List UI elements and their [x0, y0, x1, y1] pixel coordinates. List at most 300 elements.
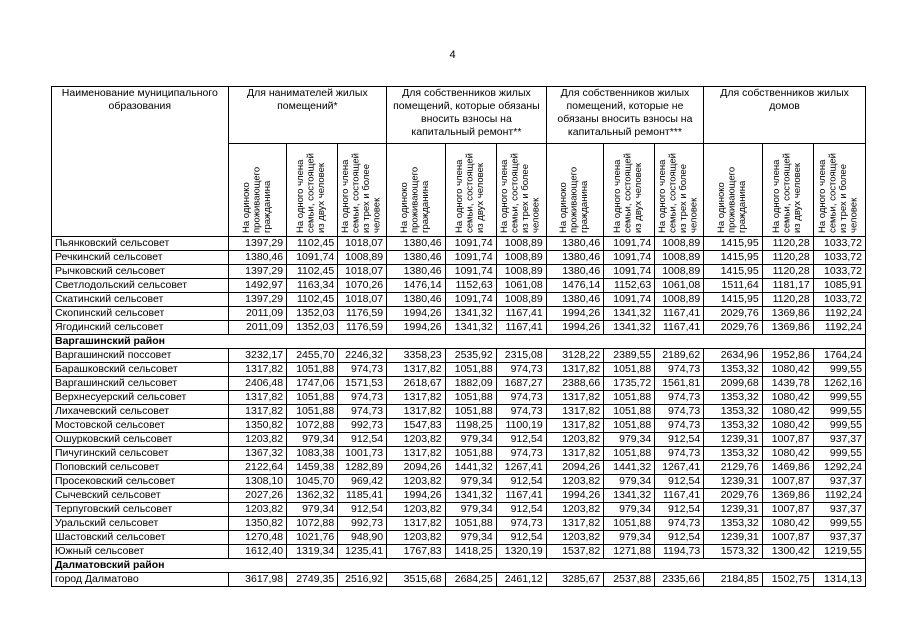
table-row — [52, 279, 866, 293]
value-cell: 2535,92 — [445, 349, 496, 363]
municipality-name: Ошурковский сельсовет — [52, 433, 229, 447]
value-cell: 1120,28 — [762, 293, 813, 307]
value-cell: 979,34 — [604, 531, 655, 545]
value-cell: 1317,82 — [546, 447, 603, 461]
value-cell: 1271,88 — [604, 545, 655, 559]
value-cell: 1008,89 — [655, 251, 704, 265]
value-cell: 1080,42 — [762, 391, 813, 405]
sub-header-single: На одиноко проживающего гражданина — [546, 144, 603, 237]
value-cell: 1033,72 — [813, 293, 865, 307]
table-row — [52, 321, 866, 335]
value-cell: 1362,32 — [287, 489, 338, 503]
value-cell: 1317,82 — [387, 405, 446, 419]
value-cell: 3128,22 — [546, 349, 603, 363]
value-cell: 1051,88 — [604, 391, 655, 405]
value-cell: 1547,83 — [387, 419, 446, 433]
value-cell: 1317,82 — [387, 391, 446, 405]
value-cell: 1072,88 — [287, 517, 338, 531]
value-cell: 1380,46 — [387, 251, 446, 265]
municipality-name: Лихачевский сельсовет — [52, 405, 229, 419]
table-row — [52, 293, 866, 307]
municipality-name: Варгашинский поссовет — [52, 349, 229, 363]
value-cell: 1033,72 — [813, 251, 865, 265]
value-cell: 937,37 — [813, 503, 865, 517]
value-cell: 974,73 — [655, 363, 704, 377]
value-cell: 1764,24 — [813, 349, 865, 363]
value-cell: 1994,26 — [387, 321, 446, 335]
group-header-owners-obliged: Для собственников жилых помещений, которые обязаны вносить взносы на капитальный ремонт** — [387, 87, 547, 144]
value-cell: 1080,42 — [762, 517, 813, 531]
value-cell: 974,73 — [655, 405, 704, 419]
value-cell: 1051,88 — [287, 391, 338, 405]
value-cell: 1102,45 — [287, 293, 338, 307]
value-cell: 979,34 — [604, 503, 655, 517]
value-cell: 979,34 — [445, 433, 496, 447]
municipality-name: Скопинский сельсовет — [52, 307, 229, 321]
value-cell: 1239,31 — [704, 475, 763, 489]
sub-header-single: На одиноко проживающего гражданина — [704, 144, 763, 237]
value-cell: 1239,31 — [704, 531, 763, 545]
value-cell: 1051,88 — [604, 405, 655, 419]
municipality-name: Скатинский сельсовет — [52, 293, 229, 307]
value-cell: 1018,07 — [338, 293, 387, 307]
value-cell: 2455,70 — [287, 349, 338, 363]
value-cell: 1051,88 — [604, 447, 655, 461]
value-cell: 1198,25 — [445, 419, 496, 433]
sub-header-single: На одиноко проживающего гражданина — [228, 144, 287, 237]
value-cell: 1317,82 — [228, 363, 287, 377]
value-cell: 2099,68 — [704, 377, 763, 391]
value-cell: 1051,88 — [445, 447, 496, 461]
value-cell: 912,54 — [655, 503, 704, 517]
value-cell: 1021,76 — [287, 531, 338, 545]
value-cell: 1167,41 — [496, 489, 546, 503]
value-cell: 912,54 — [338, 503, 387, 517]
value-cell: 1102,45 — [287, 265, 338, 279]
value-cell: 999,55 — [813, 419, 865, 433]
value-cell: 1167,41 — [655, 307, 704, 321]
value-cell: 1952,86 — [762, 349, 813, 363]
value-cell: 1380,46 — [387, 237, 446, 251]
value-cell: 1061,08 — [655, 279, 704, 293]
value-cell: 1380,46 — [228, 251, 287, 265]
value-cell: 937,37 — [813, 433, 865, 447]
value-cell: 1317,82 — [546, 391, 603, 405]
district-name: Далматовский район — [52, 559, 866, 573]
value-cell: 1380,46 — [387, 265, 446, 279]
value-cell: 1091,74 — [604, 237, 655, 251]
value-cell: 974,73 — [338, 391, 387, 405]
value-cell: 2029,76 — [704, 307, 763, 321]
value-cell: 1353,32 — [704, 517, 763, 531]
value-cell: 1492,97 — [228, 279, 287, 293]
value-cell: 1994,26 — [546, 307, 603, 321]
value-cell: 1008,89 — [496, 237, 546, 251]
value-cell: 1353,32 — [704, 447, 763, 461]
value-cell: 1203,82 — [387, 503, 446, 517]
value-cell: 1994,26 — [387, 307, 446, 321]
value-cell: 1262,16 — [813, 377, 865, 391]
value-cell: 1167,41 — [496, 307, 546, 321]
municipality-name: Пьянковский сельсовет — [52, 237, 229, 251]
value-cell: 1185,41 — [338, 489, 387, 503]
value-cell: 1317,82 — [228, 391, 287, 405]
value-cell: 1317,82 — [546, 363, 603, 377]
value-cell: 1051,88 — [445, 391, 496, 405]
value-cell: 974,73 — [496, 517, 546, 531]
value-cell: 937,37 — [813, 531, 865, 545]
table-row — [52, 377, 866, 391]
value-cell: 1120,28 — [762, 265, 813, 279]
value-cell: 979,34 — [604, 475, 655, 489]
value-cell: 1008,89 — [496, 251, 546, 265]
value-cell: 912,54 — [496, 475, 546, 489]
value-cell: 1085,91 — [813, 279, 865, 293]
header-group-row — [52, 87, 866, 144]
value-cell: 2537,88 — [604, 573, 655, 587]
value-cell: 1369,86 — [762, 321, 813, 335]
value-cell: 2406,48 — [228, 377, 287, 391]
value-cell: 2246,32 — [338, 349, 387, 363]
value-cell: 1282,89 — [338, 461, 387, 475]
value-cell: 1235,41 — [338, 545, 387, 559]
value-cell: 1072,88 — [287, 419, 338, 433]
value-cell: 1380,46 — [387, 293, 446, 307]
value-cell: 1352,03 — [287, 307, 338, 321]
value-cell: 1001,73 — [338, 447, 387, 461]
value-cell: 3232,17 — [228, 349, 287, 363]
value-cell: 999,55 — [813, 363, 865, 377]
value-cell: 974,73 — [338, 363, 387, 377]
value-cell: 979,34 — [445, 503, 496, 517]
value-cell: 1397,29 — [228, 237, 287, 251]
value-cell: 1341,32 — [604, 307, 655, 321]
value-cell: 2684,25 — [445, 573, 496, 587]
municipality-name: Речкинский сельсовет — [52, 251, 229, 265]
value-cell: 1502,75 — [762, 573, 813, 587]
value-cell: 1380,46 — [546, 237, 603, 251]
value-cell: 999,55 — [813, 447, 865, 461]
value-cell: 1469,86 — [762, 461, 813, 475]
district-row — [52, 335, 866, 349]
table-row — [52, 461, 866, 475]
municipality-name: Барашковский сельсовет — [52, 363, 229, 377]
value-cell: 2011,09 — [228, 307, 287, 321]
sub-header-two: На одного члена семьи, состоящей из двух человек — [287, 144, 338, 237]
value-cell: 974,73 — [496, 391, 546, 405]
value-cell: 1152,63 — [445, 279, 496, 293]
value-cell: 974,73 — [655, 391, 704, 405]
value-cell: 974,73 — [496, 405, 546, 419]
table-row — [52, 251, 866, 265]
value-cell: 1091,74 — [604, 265, 655, 279]
value-cell: 1476,14 — [387, 279, 446, 293]
municipality-name: Мостовской сельсовет — [52, 419, 229, 433]
group-header-owners-not-obliged: Для собственников жилых помещений, которые не обязаны вносить взносы на капитальный ремонт*** — [546, 87, 703, 144]
value-cell: 1397,29 — [228, 293, 287, 307]
value-cell: 1163,34 — [287, 279, 338, 293]
name-column-header: Наименование муниципального образования — [52, 87, 229, 237]
sub-header-three-plus: На одного члена семьи, состоящей из трех и более человек — [496, 144, 546, 237]
value-cell: 1267,41 — [496, 461, 546, 475]
value-cell: 1687,27 — [496, 377, 546, 391]
value-cell: 1317,82 — [387, 447, 446, 461]
value-cell: 2094,26 — [546, 461, 603, 475]
value-cell: 1415,95 — [704, 237, 763, 251]
value-cell: 974,73 — [655, 447, 704, 461]
value-cell: 1994,26 — [546, 321, 603, 335]
value-cell: 1511,64 — [704, 279, 763, 293]
value-cell: 912,54 — [655, 531, 704, 545]
value-cell: 979,34 — [445, 531, 496, 545]
value-cell: 1747,06 — [287, 377, 338, 391]
value-cell: 1239,31 — [704, 503, 763, 517]
value-cell: 1192,24 — [813, 307, 865, 321]
value-cell: 1007,87 — [762, 531, 813, 545]
value-cell: 1203,82 — [387, 531, 446, 545]
value-cell: 912,54 — [496, 503, 546, 517]
value-cell: 2094,26 — [387, 461, 446, 475]
value-cell: 1317,82 — [546, 517, 603, 531]
value-cell: 974,73 — [496, 363, 546, 377]
table-row — [52, 503, 866, 517]
value-cell: 2388,66 — [546, 377, 603, 391]
value-cell: 1270,48 — [228, 531, 287, 545]
value-cell: 999,55 — [813, 517, 865, 531]
value-cell: 2129,76 — [704, 461, 763, 475]
value-cell: 1571,53 — [338, 377, 387, 391]
value-cell: 979,34 — [287, 433, 338, 447]
value-cell: 974,73 — [655, 419, 704, 433]
value-cell: 1008,89 — [496, 293, 546, 307]
value-cell: 1091,74 — [445, 265, 496, 279]
value-cell: 2315,08 — [496, 349, 546, 363]
value-cell: 1380,46 — [546, 251, 603, 265]
value-cell: 999,55 — [813, 391, 865, 405]
value-cell: 974,73 — [338, 405, 387, 419]
value-cell: 1459,38 — [287, 461, 338, 475]
municipality-name: Пичугинский сельсовет — [52, 447, 229, 461]
tariff-table — [51, 86, 866, 587]
table-row — [52, 363, 866, 377]
value-cell: 2011,09 — [228, 321, 287, 335]
value-cell: 1367,32 — [228, 447, 287, 461]
value-cell: 1319,34 — [287, 545, 338, 559]
value-cell: 1415,95 — [704, 251, 763, 265]
value-cell: 1267,41 — [655, 461, 704, 475]
value-cell: 3515,68 — [387, 573, 446, 587]
value-cell: 1561,81 — [655, 377, 704, 391]
value-cell: 1008,89 — [655, 237, 704, 251]
value-cell: 974,73 — [655, 517, 704, 531]
district-row — [52, 559, 866, 573]
value-cell: 1476,14 — [546, 279, 603, 293]
value-cell: 1194,73 — [655, 545, 704, 559]
value-cell: 1091,74 — [287, 251, 338, 265]
value-cell: 1051,88 — [287, 363, 338, 377]
group-header-house-owners: Для собственников жилых домов — [704, 87, 866, 144]
sub-header-three-plus: На одного члена семьи, состоящей из трех и более человек — [655, 144, 704, 237]
value-cell: 912,54 — [655, 433, 704, 447]
value-cell: 979,34 — [287, 503, 338, 517]
value-cell: 1167,41 — [655, 489, 704, 503]
value-cell: 1167,41 — [496, 321, 546, 335]
municipality-name: Сычевский сельсовет — [52, 489, 229, 503]
value-cell: 2027,26 — [228, 489, 287, 503]
value-cell: 1350,82 — [228, 517, 287, 531]
value-cell: 1120,28 — [762, 251, 813, 265]
value-cell: 1415,95 — [704, 265, 763, 279]
value-cell: 1369,86 — [762, 489, 813, 503]
value-cell: 3285,67 — [546, 573, 603, 587]
value-cell: 2335,66 — [655, 573, 704, 587]
table-row — [52, 307, 866, 321]
value-cell: 1203,82 — [546, 531, 603, 545]
value-cell: 1441,32 — [445, 461, 496, 475]
sub-header-three-plus: На одного члена семьи, состоящей из трех и более человек — [813, 144, 865, 237]
value-cell: 2749,35 — [287, 573, 338, 587]
value-cell: 1418,25 — [445, 545, 496, 559]
value-cell: 948,90 — [338, 531, 387, 545]
value-cell: 1573,32 — [704, 545, 763, 559]
sub-header-single: На одиноко проживающего гражданина — [387, 144, 446, 237]
table-row — [52, 447, 866, 461]
value-cell: 1008,89 — [655, 293, 704, 307]
value-cell: 1203,82 — [546, 433, 603, 447]
page-number: 4 — [449, 49, 456, 61]
table-row — [52, 391, 866, 405]
value-cell: 1051,88 — [604, 363, 655, 377]
value-cell: 1353,32 — [704, 419, 763, 433]
value-cell: 1091,74 — [445, 237, 496, 251]
value-cell: 912,54 — [496, 531, 546, 545]
value-cell: 912,54 — [655, 475, 704, 489]
sub-header-two: На одного члена семьи, состоящей из двух человек — [604, 144, 655, 237]
value-cell: 969,42 — [338, 475, 387, 489]
table-row — [52, 475, 866, 489]
value-cell: 1181,17 — [762, 279, 813, 293]
table-row — [52, 349, 866, 363]
value-cell: 1300,42 — [762, 545, 813, 559]
table-row — [52, 489, 866, 503]
value-cell: 1192,24 — [813, 321, 865, 335]
value-cell: 2618,67 — [387, 377, 446, 391]
value-cell: 912,54 — [338, 433, 387, 447]
value-cell: 1317,82 — [546, 419, 603, 433]
value-cell: 1317,82 — [228, 405, 287, 419]
value-cell: 999,55 — [813, 405, 865, 419]
value-cell: 1083,38 — [287, 447, 338, 461]
group-header-tenants: Для нанимателей жилых помещений* — [228, 87, 387, 144]
value-cell: 974,73 — [496, 447, 546, 461]
value-cell: 1051,88 — [445, 517, 496, 531]
table-body — [52, 237, 866, 587]
value-cell: 1080,42 — [762, 447, 813, 461]
value-cell: 1341,32 — [445, 307, 496, 321]
value-cell: 1061,08 — [496, 279, 546, 293]
value-cell: 1018,07 — [338, 265, 387, 279]
value-cell: 1008,89 — [496, 265, 546, 279]
value-cell: 1239,31 — [704, 433, 763, 447]
municipality-name: Светлодольский сельсовет — [52, 279, 229, 293]
municipality-name: Уральский сельсовет — [52, 517, 229, 531]
value-cell: 1320,19 — [496, 545, 546, 559]
value-cell: 1353,32 — [704, 363, 763, 377]
value-cell: 2029,76 — [704, 489, 763, 503]
value-cell: 1612,40 — [228, 545, 287, 559]
value-cell: 1353,32 — [704, 405, 763, 419]
value-cell: 1080,42 — [762, 419, 813, 433]
municipality-name: Южный сельсовет — [52, 545, 229, 559]
table-row — [52, 517, 866, 531]
value-cell: 1203,82 — [546, 503, 603, 517]
value-cell: 1415,95 — [704, 293, 763, 307]
table-row — [52, 573, 866, 587]
value-cell: 1008,89 — [338, 251, 387, 265]
value-cell: 2189,62 — [655, 349, 704, 363]
value-cell: 3358,23 — [387, 349, 446, 363]
municipality-name: Ягодинский сельсовет — [52, 321, 229, 335]
value-cell: 1080,42 — [762, 363, 813, 377]
value-cell: 1317,82 — [387, 517, 446, 531]
value-cell: 1317,82 — [387, 363, 446, 377]
value-cell: 1008,89 — [655, 265, 704, 279]
value-cell: 1350,82 — [228, 419, 287, 433]
value-cell: 1537,82 — [546, 545, 603, 559]
table-row — [52, 237, 866, 251]
value-cell: 1051,88 — [445, 405, 496, 419]
value-cell: 1080,42 — [762, 405, 813, 419]
value-cell: 1033,72 — [813, 265, 865, 279]
value-cell: 1203,82 — [228, 503, 287, 517]
value-cell: 1369,86 — [762, 307, 813, 321]
value-cell: 992,73 — [338, 419, 387, 433]
table-row — [52, 531, 866, 545]
table-row — [52, 405, 866, 419]
value-cell: 1007,87 — [762, 475, 813, 489]
value-cell: 1317,82 — [546, 405, 603, 419]
value-cell: 3617,98 — [228, 573, 287, 587]
value-cell: 1341,32 — [445, 321, 496, 335]
table-row — [52, 545, 866, 559]
value-cell: 1735,72 — [604, 377, 655, 391]
value-cell: 1308,10 — [228, 475, 287, 489]
district-name: Варгашинский район — [52, 335, 866, 349]
value-cell: 1994,26 — [546, 489, 603, 503]
value-cell: 1341,32 — [604, 321, 655, 335]
value-cell: 1007,87 — [762, 433, 813, 447]
value-cell: 1203,82 — [387, 475, 446, 489]
value-cell: 1397,29 — [228, 265, 287, 279]
value-cell: 1091,74 — [604, 293, 655, 307]
value-cell: 1091,74 — [445, 293, 496, 307]
municipality-name: Рычковский сельсовет — [52, 265, 229, 279]
value-cell: 1167,41 — [655, 321, 704, 335]
municipality-name: Просековский сельсовет — [52, 475, 229, 489]
value-cell: 979,34 — [445, 475, 496, 489]
value-cell: 1007,87 — [762, 503, 813, 517]
value-cell: 1051,88 — [604, 419, 655, 433]
municipality-name: город Далматово — [52, 573, 229, 587]
value-cell: 1091,74 — [445, 251, 496, 265]
table-row — [52, 265, 866, 279]
value-cell: 1292,24 — [813, 461, 865, 475]
value-cell: 2122,64 — [228, 461, 287, 475]
value-cell: 1352,03 — [287, 321, 338, 335]
value-cell: 1882,09 — [445, 377, 496, 391]
value-cell: 1100,19 — [496, 419, 546, 433]
value-cell: 937,37 — [813, 475, 865, 489]
